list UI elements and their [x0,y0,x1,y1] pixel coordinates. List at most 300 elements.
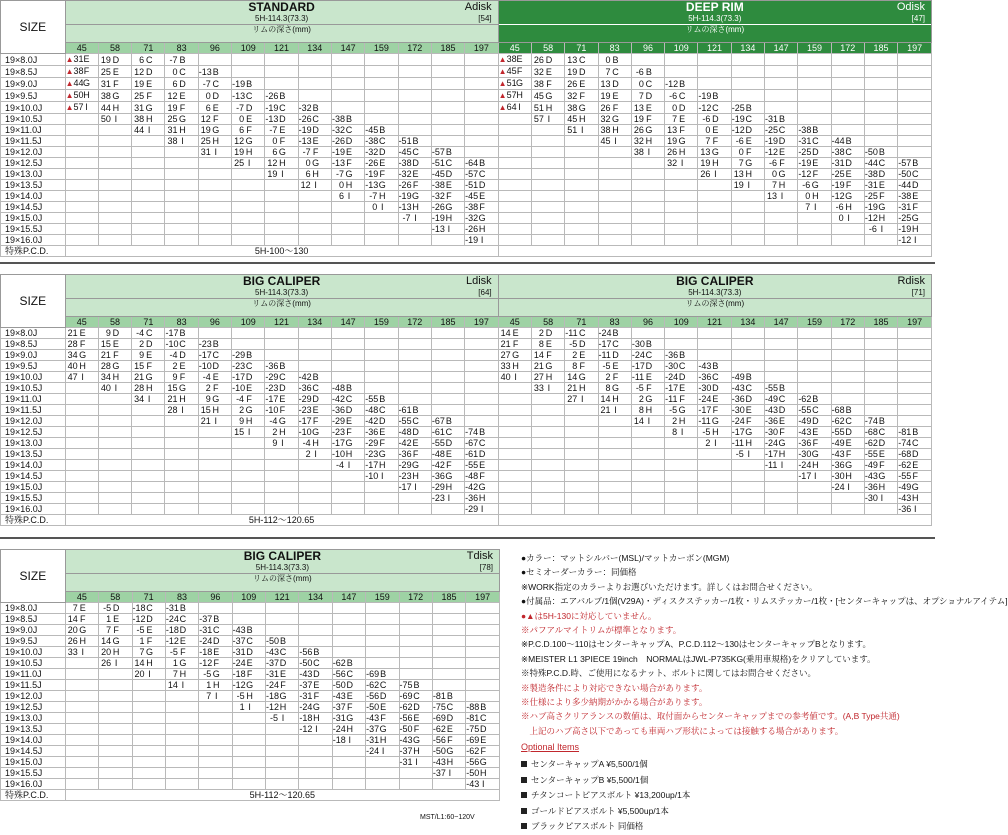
size-label: 19×12.5J [1,702,66,713]
offset-cell [831,158,864,169]
hub-grade: I [480,235,484,245]
note-line: ●セミオーダーカラー：同価格 [521,567,637,578]
offset-cell [65,78,98,90]
empty-cell [565,504,598,515]
empty-cell [98,224,131,235]
offset-cell [432,724,465,735]
empty-cell [631,158,664,169]
offset-value: 28 [100,361,111,371]
hub-grade: F [279,136,286,146]
empty-cell [65,504,98,515]
offset-cell [498,66,531,78]
offset-cell [864,158,897,169]
offset-cell [465,169,498,180]
empty-cell [299,614,332,625]
hub-grade: B [812,394,819,404]
offset-value: 0 [338,180,344,190]
offset-cell [65,328,98,339]
empty-cell [831,78,864,90]
hub-grade: H [179,125,186,135]
empty-cell [399,636,432,647]
hub-grade: D [112,603,120,613]
offset-cell [465,158,498,169]
offset-cell [831,405,864,416]
offset-value: -4 [269,416,278,426]
offset-value: -45 [365,125,379,135]
note-line: ●カラー：マットシルバー(MSL)/マットカーボン(MGM) [521,553,730,563]
hub-grade: E [679,114,686,124]
hub-grade: F [546,350,552,360]
table-row [1,372,932,383]
rim-depth-label: リムの深さ(mm) [66,24,498,34]
table-row [1,361,932,372]
hub-grade: H [778,449,786,459]
offset-cell [465,460,498,471]
empty-cell [198,169,231,180]
offset-cell [199,680,232,691]
empty-cell [65,482,98,493]
hub-grade: C [179,614,187,624]
hub-grade: H [612,125,619,135]
empty-cell [265,66,298,78]
note-line: ※製造条件により対応できない場合があります。 [521,682,708,693]
offset-cell [598,372,631,383]
hub-grade: B [380,669,387,679]
offset-cell [365,416,398,427]
hub-grade: G [179,658,187,668]
offset-cell [531,339,564,350]
offset-value: -43 [466,779,480,789]
offset-value: 44 [134,125,145,135]
empty-cell [765,90,798,102]
empty-cell [498,405,531,416]
offset-value: -50 [432,746,446,756]
empty-cell [398,361,431,372]
empty-cell [99,702,132,713]
empty-cell [265,180,298,191]
empty-cell [65,213,98,224]
offset-value: -31 [366,735,380,745]
offset-value: -43 [698,361,712,371]
empty-cell [132,235,165,246]
offset-value: 19 [700,158,711,168]
offset-value: -12 [864,213,878,223]
warning-triangle-icon: ▲ [498,103,507,112]
offset-value: 33 [67,647,78,657]
empty-cell [331,350,364,361]
hub-grade: G [446,746,454,756]
offset-cell [65,102,98,114]
empty-cell [398,328,431,339]
offset-cell [265,158,298,169]
hub-grade: E [413,713,420,723]
offset-cell [298,372,331,383]
offset-cell [331,383,364,394]
offset-cell [398,471,431,482]
hub-grade: D [845,427,852,437]
empty-cell [498,471,531,482]
empty-cell [98,180,131,191]
offset-value: -62 [831,416,845,426]
offset-cell [366,669,399,680]
offset-value: -11 [598,350,611,360]
empty-cell [466,625,500,636]
empty-cell [365,504,398,515]
offset-value: -69 [466,735,480,745]
offset-value: -67 [465,438,479,448]
hub-grade: F [246,669,253,679]
offset-cell [232,625,265,636]
empty-cell [366,658,399,669]
empty-cell [132,416,165,427]
hub-grade: E [612,90,619,101]
hub-grade: E [179,90,186,101]
offset-cell [232,416,265,427]
offset-cell [366,724,399,735]
offset-cell [399,713,432,724]
hub-grade: F [83,66,90,76]
offset-value: 13 [633,102,644,113]
empty-cell [431,405,464,416]
hub-grade: I [281,169,284,179]
empty-cell [864,136,897,147]
hub-grade: F [512,339,519,349]
offset-cell [498,54,531,66]
offset-value: 47 [67,372,78,382]
hub-grade: F [113,625,119,635]
hub-grade: H [545,372,553,382]
hub-grade: G [346,713,354,723]
hub-grade: I [147,394,151,404]
offset-value: 27 [567,394,578,404]
offset-value: -48 [331,383,345,393]
empty-cell [565,136,598,147]
offset-value: 9 [239,416,245,426]
empty-cell [465,125,498,136]
offset-cell [598,339,631,350]
empty-cell [731,213,764,224]
empty-cell [98,169,131,180]
hub-grade: G [516,78,524,88]
offset-cell [198,147,231,158]
empty-cell [232,757,265,768]
offset-value: -32 [398,169,412,179]
empty-cell [331,372,364,383]
empty-cell [165,180,198,191]
empty-cell [498,202,531,213]
empty-cell [864,125,897,136]
empty-cell [199,746,232,757]
empty-cell [165,147,198,158]
size-label: 19×8.0J [1,603,66,614]
empty-cell [598,235,631,246]
offset-cell [198,372,231,383]
offset-value: 32 [633,136,644,146]
offset-cell [431,471,464,482]
offset-cell [398,405,431,416]
empty-cell [332,625,365,636]
offset-cell [265,427,298,438]
hub-grade: G [745,427,753,437]
hub-grade: D [445,169,453,179]
hub-grade: F [646,114,652,124]
hub-grade: G [79,625,87,635]
offset-value: -6 [802,180,811,190]
hub-grade: E [645,372,652,382]
offset-value: 2 [305,449,311,459]
offset-value: 0 [239,114,245,124]
offset-value: -50 [898,169,912,179]
offset-value: 21 [600,405,611,415]
hub-grade: H [678,416,686,426]
hub-grade: B [246,350,253,360]
offset-value: 1 [172,658,178,668]
offset-value: 7 [805,202,811,212]
empty-cell [365,361,398,372]
rim-depth-83: 83 [598,317,631,328]
offset-cell [232,427,265,438]
empty-cell [531,482,564,493]
offset-value: 9 [139,350,145,360]
offset-value: 38 [533,78,544,89]
hub-grade: H [911,224,919,234]
hub-grade: I [148,669,151,679]
offset-cell [698,136,731,147]
hub-grade: E [912,460,919,470]
rim-depth-96: 96 [199,592,232,603]
offset-value: -31 [299,691,313,701]
offset-value: -43 [432,757,446,767]
offset-value: -12 [765,147,779,157]
hub-grade: F [712,136,719,146]
empty-cell [165,482,198,493]
offset-cell [765,158,798,169]
offset-cell [431,224,464,235]
empty-cell [65,136,98,147]
empty-cell [399,647,432,658]
table-row [1,78,932,90]
rim-depth-147: 147 [332,592,365,603]
offset-value: 12 [167,90,178,101]
hub-grade: F [379,169,386,179]
offset-cell [232,350,265,361]
disk-label: Tdisk [466,550,493,562]
rim-depth-172: 172 [831,43,864,54]
offset-cell [431,169,464,180]
note-line: ●付属品：エアバルブ/1個(V29A)・ディスクステッカー/1枚・リムステッカー/1枚・[センターキャップは、オプショナルアイテム] [521,596,1008,607]
offset-value: -31 [199,625,213,635]
offset-cell [399,746,432,757]
offset-cell [132,603,165,614]
offset-value: -75 [466,724,480,734]
offset-value: -55 [765,383,779,393]
offset-cell [366,746,399,757]
hub-grade: I [880,224,884,234]
empty-cell [65,757,98,768]
rim-depth-185: 185 [864,43,897,54]
hub-grade: D [478,449,486,459]
hub-grade: D [812,416,819,426]
empty-cell [498,416,531,427]
offset-value: -17 [731,427,745,437]
hub-grade: G [845,191,853,201]
hub-grade: B [379,394,386,404]
empty-cell [465,416,498,427]
empty-cell [665,504,698,515]
hub-grade: E [545,339,552,349]
empty-cell [299,735,332,746]
rim-depth-159: 159 [798,317,831,328]
offset-value: 26 [600,102,611,113]
empty-cell [132,158,165,169]
empty-cell [399,768,432,779]
offset-cell [765,125,798,136]
empty-cell [765,235,798,246]
empty-cell [65,746,98,757]
hub-grade: C [313,658,320,668]
empty-cell [299,625,332,636]
empty-cell [232,713,265,724]
hub-grade: I [347,191,351,201]
hub-grade: C [778,125,786,135]
empty-cell [266,625,299,636]
hub-grade: D [145,339,153,349]
empty-cell [232,328,265,339]
offset-value: -6 [868,224,877,234]
offset-value: 14 [134,658,145,668]
hub-grade: C [478,169,486,179]
empty-cell [465,405,498,416]
table-row [1,658,500,669]
hub-grade: D [812,147,819,157]
hub-grade: B [279,90,286,101]
offset-cell [332,691,365,702]
rim-depth-159: 159 [365,317,398,328]
offset-value: -43 [299,669,313,679]
offset-cell [565,339,598,350]
hub-grade: F [313,691,320,701]
offset-cell [431,449,464,460]
size-label: 19×16.0J [1,235,66,246]
hub-grade: C [678,90,686,101]
empty-cell [266,757,299,768]
empty-cell [132,713,165,724]
hub-grade: I [314,180,317,190]
empty-cell [565,449,598,460]
empty-cell [299,768,332,779]
offset-cell [198,405,231,416]
hub-grade: I [147,125,151,135]
empty-cell [232,169,265,180]
empty-cell [398,350,431,361]
empty-cell [399,603,432,614]
offset-cell [399,735,432,746]
rim-depth-109: 109 [232,592,265,603]
offset-cell [165,647,198,658]
hub-grade: D [545,328,553,338]
offset-value: -43 [798,427,812,437]
offset-cell [798,427,831,438]
offset-cell [665,136,698,147]
hub-grade: B [246,78,253,89]
empty-cell [266,768,299,779]
size-header: SIZE [1,550,66,603]
offset-cell [731,405,764,416]
hub-grade: D [480,724,487,734]
offset-value: 20 [67,625,78,635]
offset-cell [465,427,498,438]
empty-cell [165,757,198,768]
offset-cell [831,191,864,202]
size-label: 19×15.5J [1,768,66,779]
empty-cell [498,383,531,394]
empty-cell [98,158,131,169]
empty-cell [132,213,165,224]
offset-value: -5 [236,691,245,701]
hub-grade: G [178,114,186,124]
note-line: ※ハブ高さクリアランスの数値は、取付面からセンターキャップまでの参考値です。(A,B Type共通) [521,711,900,722]
empty-cell [431,90,464,102]
offset-value: 13 [700,147,711,157]
offset-cell [298,427,331,438]
offset-cell [266,680,299,691]
offset-value: -48 [431,449,445,459]
empty-cell [898,372,932,383]
hub-grade: I [714,438,717,448]
offset-cell [731,416,764,427]
offset-cell [165,350,198,361]
hub-grade: C [346,669,353,679]
offset-cell [598,361,631,372]
empty-cell [98,504,131,515]
hub-grade: I [181,136,184,146]
offset-cell [198,66,231,78]
empty-cell [332,746,365,757]
table-row [1,603,500,614]
offset-cell [165,125,198,136]
offset-cell [798,136,831,147]
empty-cell [731,493,764,504]
empty-cell [198,235,231,246]
offset-cell [831,147,864,158]
optional-item-label: センターキャップA ¥5,500/1個 [531,759,648,769]
offset-value: -31 [165,603,179,613]
empty-cell [232,603,265,614]
hub-grade: C [478,438,486,448]
empty-cell [466,603,500,614]
hub-grade: E [712,125,719,135]
size-label: 19×12.5J [1,427,66,438]
empty-cell [631,438,664,449]
footer-code: MST/L1:60~120V [420,814,475,821]
offset-value: -25 [898,213,912,223]
offset-cell [864,191,897,202]
empty-cell [198,180,231,191]
offset-value: -62 [332,658,346,668]
offset-cell [366,691,399,702]
table-row [1,735,500,746]
empty-cell [465,339,498,350]
offset-value: 7 [738,158,744,168]
offset-cell [565,66,598,78]
empty-cell [265,78,298,90]
empty-cell [332,636,365,647]
hub-grade: C [179,66,186,77]
hub-grade: B [712,361,719,371]
table-header-0 [65,275,498,317]
offset-value: -29 [365,438,379,448]
hub-grade: F [246,394,252,404]
